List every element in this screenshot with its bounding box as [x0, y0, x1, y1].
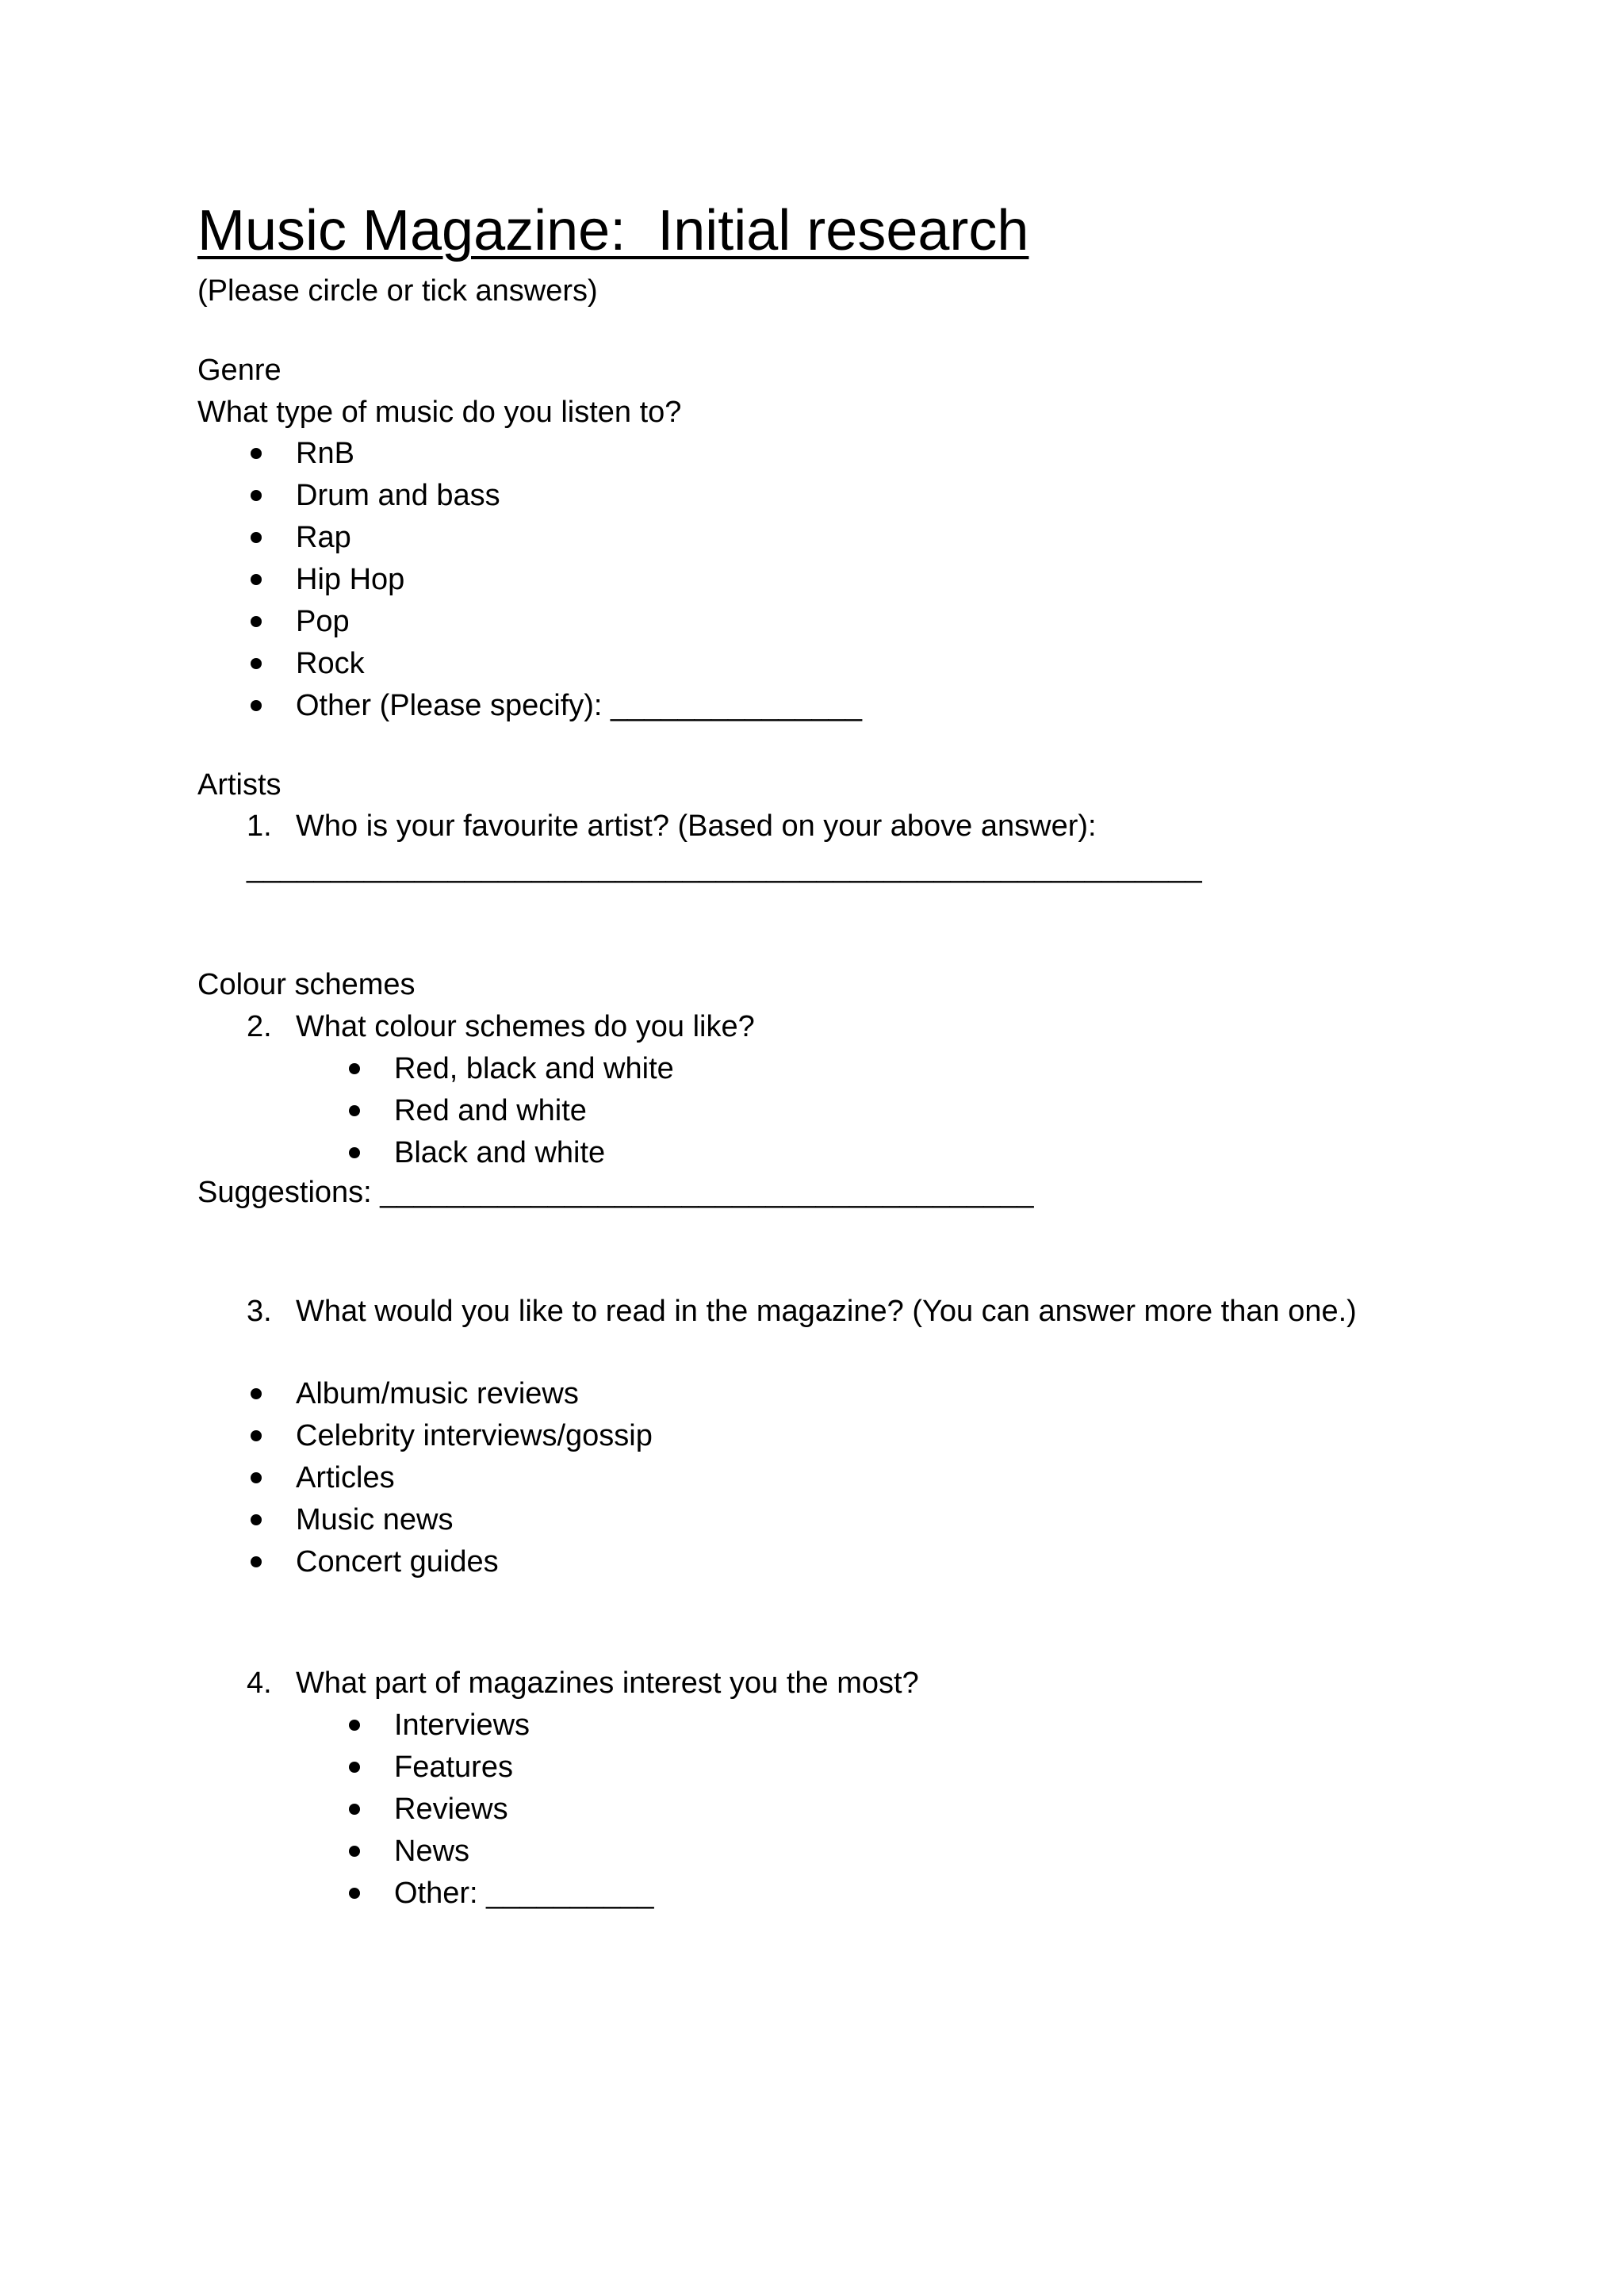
bullet-icon — [349, 1105, 360, 1116]
bullet-icon — [251, 700, 262, 711]
instruction-text: (Please circle or tick answers) — [197, 274, 598, 308]
bullet-icon — [349, 1888, 360, 1899]
parts-question: What part of magazines interest you the most? — [296, 1667, 919, 1700]
bullet-icon — [251, 1388, 262, 1399]
genre-option: RnB — [296, 437, 354, 470]
bullet-icon — [349, 1762, 360, 1773]
colour-option: Black and white — [394, 1136, 606, 1169]
bullet-icon — [251, 532, 262, 543]
bullet-icon — [251, 490, 262, 501]
colour-option: Red and white — [394, 1094, 587, 1127]
bullet-icon — [251, 1514, 262, 1525]
bullet-icon — [251, 1472, 262, 1483]
read-question: What would you like to read in the magazine? (You can answer more than one.) — [296, 1295, 1357, 1328]
read-option: Album/music reviews — [296, 1377, 579, 1410]
bullet-icon — [251, 1556, 262, 1567]
parts-option: Interviews — [394, 1709, 530, 1742]
suggestions-field[interactable]: Suggestions: _______________________________________ — [197, 1176, 1034, 1209]
parts-option: News — [394, 1835, 470, 1868]
bullet-icon — [251, 448, 262, 459]
colours-question: What colour schemes do you like? — [296, 1010, 755, 1043]
bullet-icon — [349, 1147, 360, 1158]
question-number: 4. — [247, 1667, 272, 1700]
bullet-icon — [349, 1063, 360, 1074]
bullet-icon — [251, 1430, 262, 1441]
genre-option: Hip Hop — [296, 563, 405, 596]
parts-option: Reviews — [394, 1793, 508, 1826]
bullet-icon — [251, 574, 262, 585]
genre-question: What type of music do you listen to? — [197, 396, 682, 429]
bullet-icon — [349, 1846, 360, 1857]
read-option: Concert guides — [296, 1545, 499, 1578]
page-title: Music Magazine: Initial research — [197, 199, 1029, 262]
genre-option: Rap — [296, 521, 351, 554]
read-option: Articles — [296, 1461, 395, 1494]
colours-heading: Colour schemes — [197, 968, 416, 1001]
genre-option: Pop — [296, 605, 350, 638]
genre-option: Rock — [296, 647, 365, 680]
artist-answer-field[interactable]: _________________________________________________________ — [247, 851, 1202, 884]
bullet-icon — [349, 1720, 360, 1731]
bullet-icon — [251, 658, 262, 669]
artists-heading: Artists — [197, 768, 282, 802]
read-option: Music news — [296, 1503, 454, 1536]
read-option: Celebrity interviews/gossip — [296, 1419, 653, 1452]
genre-heading: Genre — [197, 354, 282, 387]
artists-question: Who is your favourite artist? (Based on your above answer): — [296, 809, 1097, 843]
question-number: 3. — [247, 1295, 272, 1328]
parts-option: Features — [394, 1751, 513, 1784]
colour-option: Red, black and white — [394, 1052, 674, 1085]
question-number: 1. — [247, 809, 272, 843]
genre-option: Drum and bass — [296, 479, 500, 512]
question-number: 2. — [247, 1010, 272, 1043]
parts-other-field[interactable]: Other: __________ — [394, 1877, 654, 1910]
bullet-icon — [251, 616, 262, 627]
genre-other-field[interactable]: Other (Please specify): _______________ — [296, 689, 863, 722]
bullet-icon — [349, 1804, 360, 1815]
